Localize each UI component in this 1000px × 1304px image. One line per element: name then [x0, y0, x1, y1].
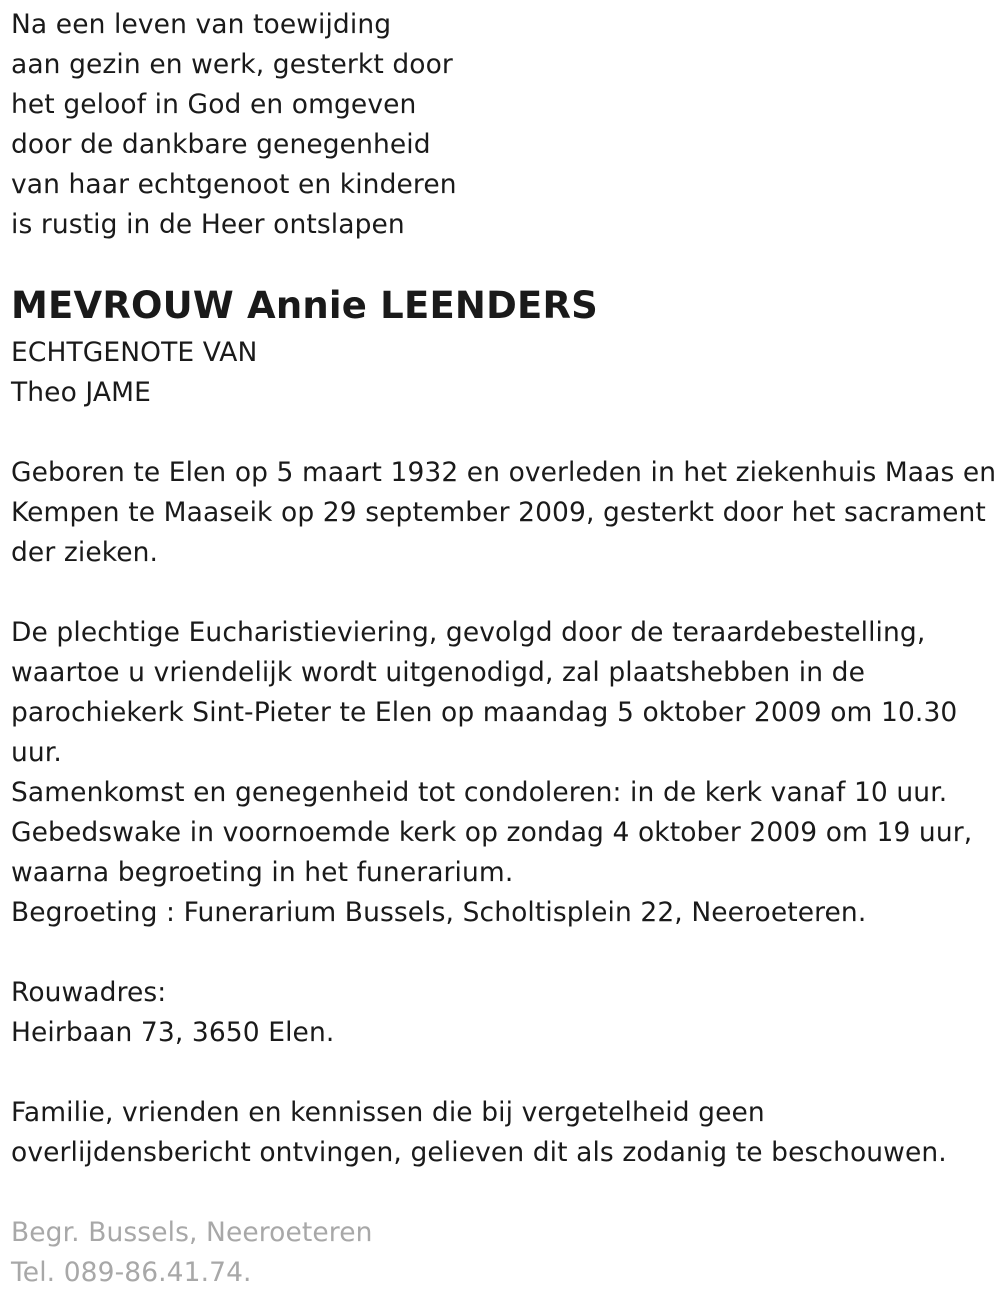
intro-line: van haar echtgenoot en kinderen	[11, 169, 457, 200]
intro-line: het geloof in God en omgeven	[11, 89, 417, 120]
address-value: Heirbaan 73, 3650 Elen.	[11, 1017, 335, 1048]
deceased-name: MEVROUW Annie LEENDERS	[11, 284, 599, 327]
undertaker-phone: Tel. 089-86.41.74.	[11, 1257, 252, 1288]
relation-label: ECHTGENOTE VAN	[11, 337, 258, 368]
intro-line: aan gezin en werk, gesterkt door	[11, 49, 453, 80]
paragraph-line: der zieken.	[11, 537, 159, 568]
paragraph-line: Samenkomst en genegenheid tot condoleren: in de kerk vanaf 10 uur.	[11, 777, 948, 808]
spouse-name: Theo JAME	[11, 377, 151, 408]
paragraph-line: Gebedswake in voornoemde kerk op zondag 4 oktober 2009 om 19 uur,	[11, 817, 973, 848]
paragraph-line: Familie, vrienden en kennissen die bij vergetelheid geen	[11, 1097, 765, 1128]
undertaker-name: Begr. Bussels, Neeroeteren	[11, 1217, 373, 1248]
paragraph-line: waartoe u vriendelijk wordt uitgenodigd, zal plaatshebben in de	[11, 657, 865, 688]
paragraph-line: Geboren te Elen op 5 maart 1932 en overleden in het ziekenhuis Maas en	[11, 457, 997, 488]
intro-line: is rustig in de Heer ontslapen	[11, 209, 405, 240]
paragraph-line: parochiekerk Sint-Pieter te Elen op maandag 5 oktober 2009 om 10.30	[11, 697, 958, 728]
paragraph-line: waarna begroeting in het funerarium.	[11, 857, 514, 888]
intro-line: door de dankbare genegenheid	[11, 129, 431, 160]
paragraph-line: uur.	[11, 737, 62, 768]
paragraph-line: Begroeting : Funerarium Bussels, Scholtisplein 22, Neeroeteren.	[11, 897, 867, 928]
paragraph-line: De plechtige Eucharistieviering, gevolgd door de teraardebestelling,	[11, 617, 926, 648]
paragraph-line: overlijdensbericht ontvingen, gelieven dit als zodanig te beschouwen.	[11, 1137, 947, 1168]
intro-line: Na een leven van toewijding	[11, 9, 392, 40]
paragraph-line: Kempen te Maaseik op 29 september 2009, gesterkt door het sacrament	[11, 497, 986, 528]
address-label: Rouwadres:	[11, 977, 167, 1008]
